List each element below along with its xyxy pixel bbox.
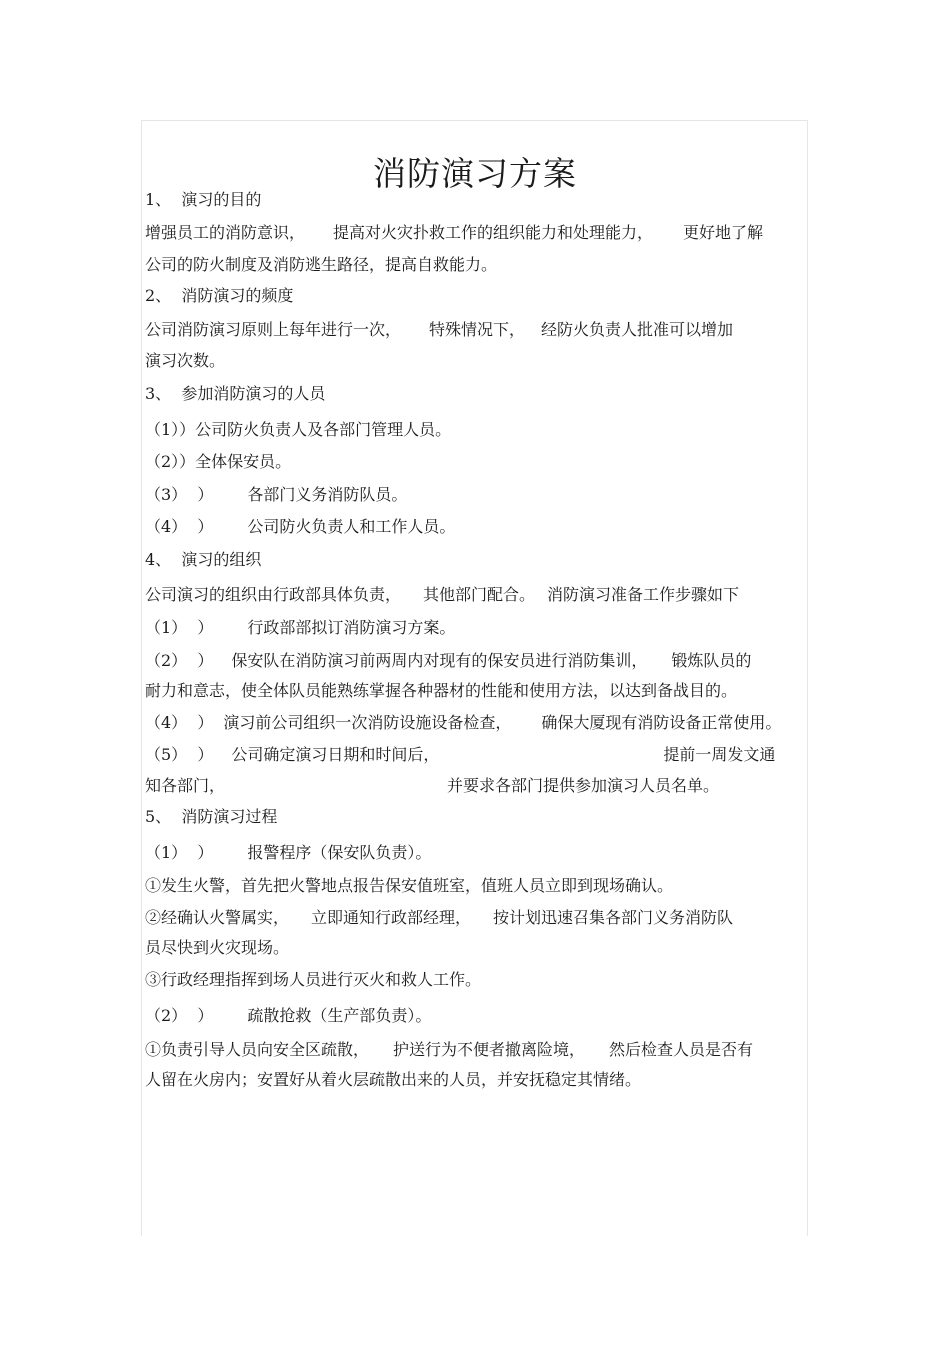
paragraph-line: 员尽快到火灾现场。 [145, 938, 290, 957]
section-heading: 2、 消防演习的频度 [145, 286, 294, 305]
section-heading: 5、 消防演习过程 [145, 807, 278, 826]
list-item: （5） ） 公司确定演习日期和时间后， 提前一周发文通 [145, 745, 776, 764]
paragraph-line: ①负责引导人员向安全区疏散， 护送行为不便者撤离险境， 然后检查人员是否有 [145, 1040, 754, 1059]
section-heading: 3、 参加消防演习的人员 [145, 384, 326, 403]
paragraph-line: ②经确认火警属实， 立即通知行政部经理， 按计划迅速召集各部门义务消防队 [145, 908, 734, 927]
paragraph-line: ③行政经理指挥到场人员进行灭火和救人工作。 [145, 970, 482, 989]
document-title: 消防演习方案 [373, 154, 577, 194]
list-item: （2） ） 保安队在消防演习前两周内对现有的保安员进行消防集训， 锻炼队员的 [145, 651, 752, 670]
list-item: （4） ） 公司防火负责人和工作人员。 [145, 517, 456, 536]
paragraph-line: 知各部门， 并要求各部门提供参加演习人员名单。 [145, 776, 720, 795]
paragraph-line: 耐力和意志，使全体队员能熟练掌握各种器材的性能和使用方法，以达到备战目的。 [145, 681, 738, 700]
list-item: （3） ） 各部门义务消防队员。 [145, 485, 408, 504]
list-item: （2））全体保安员。 [145, 452, 292, 471]
paragraph-line: 公司演习的组织由行政部具体负责， 其他部门配合。 消防演习准备工作步骤如下 [145, 585, 740, 604]
paragraph-line: 公司消防演习原则上每年进行一次， 特殊情况下， 经防火负责人批准可以增加 [145, 320, 734, 339]
paragraph-line: 增强员工的消防意识， 提高对火灾扑救工作的组织能力和处理能力， 更好地了解 [145, 223, 764, 242]
list-item: （2） ） 疏散抢救（生产部负责）。 [145, 1006, 432, 1025]
list-item: （4） ） 演习前公司组织一次消防设施设备检查， 确保大厦现有消防设备正常使用。 [145, 713, 782, 732]
list-item: （1））公司防火负责人及各部门管理人员。 [145, 420, 452, 439]
section-heading: 1、 演习的目的 [145, 190, 262, 209]
paragraph-line: 演习次数。 [145, 351, 226, 370]
paragraph-line: ①发生火警，首先把火警地点报告保安值班室，值班人员立即到现场确认。 [145, 876, 674, 895]
list-item: （1） ） 行政部部拟订消防演习方案。 [145, 618, 456, 637]
paragraph-line: 人留在火房内；安置好从着火层疏散出来的人员，并安抚稳定其情绪。 [145, 1070, 642, 1089]
list-item: （1） ） 报警程序（保安队负责）。 [145, 843, 432, 862]
paragraph-line: 公司的防火制度及消防逃生路径，提高自救能力。 [145, 255, 498, 274]
section-heading: 4、 演习的组织 [145, 550, 262, 569]
